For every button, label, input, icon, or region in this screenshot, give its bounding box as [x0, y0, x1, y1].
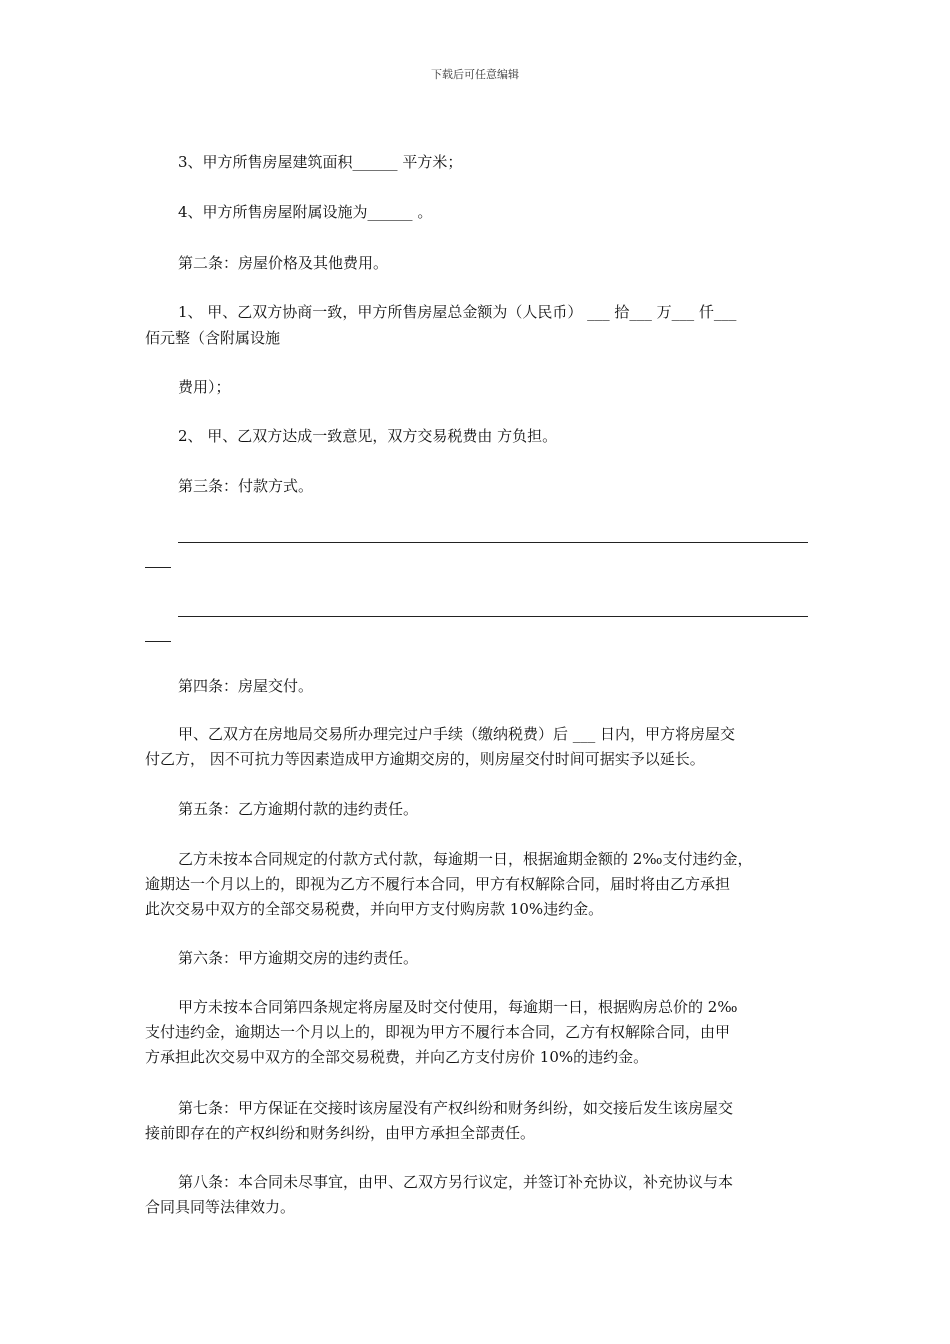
article-5-heading: 第五条：乙方逾期付款的违约责任。 [178, 800, 419, 818]
payment-blank-line-2 [178, 616, 808, 617]
page-header: 下载后可任意编辑 [431, 68, 519, 81]
article-2-item-1-cont: 佰元整（含附属设施 [145, 329, 281, 347]
article-7-body-2: 接前即存在的产权纠纷和财务纠纷，由甲方承担全部责任。 [145, 1124, 536, 1142]
article-5-body-3: 此次交易中双方的全部交易税费，并向甲方支付购房款 10%违约金。 [145, 900, 604, 918]
article-8-body-2: 合同具同等法律效力。 [145, 1198, 296, 1216]
article-2-item-1: 1、 甲、乙双方协商一致，甲方所售房屋总金额为（人民币） ___ 拾___ 万___ 仟___ [178, 303, 737, 321]
article-4-body-1: 甲、乙双方在房地局交易所办理完过户手续（缴纳税费）后 ___ 日内，甲方将房屋交 [178, 725, 736, 743]
payment-blank-line-1 [178, 542, 808, 543]
article-5-body-2: 逾期达一个月以上的，即视为乙方不履行本合同，甲方有权解除合同，届时将由乙方承担 [145, 875, 731, 893]
article-6-body-2: 支付违约金，逾期达一个月以上的，即视为甲方不履行本合同，乙方有权解除合同，由甲 [145, 1023, 731, 1041]
article-2-item-1-cont2: 费用）； [178, 378, 231, 396]
article-8-body-1: 第八条：本合同未尽事宜，由甲、乙双方另行议定，并签订补充协议，补充协议与本 [178, 1173, 734, 1191]
article-7-body-1: 第七条：甲方保证在交接时该房屋没有产权纠纷和财务纠纷，如交接后发生该房屋交 [178, 1099, 734, 1117]
payment-blank-line-2-tail [145, 641, 171, 642]
clause-4-facilities: 4、甲方所售房屋附属设施为______ 。 [178, 203, 433, 221]
article-3-heading: 第三条：付款方式。 [178, 477, 314, 495]
article-6-body-1: 甲方未按本合同第四条规定将房屋及时交付使用，每逾期一日，根据购房总价的 2‰ [178, 998, 738, 1016]
article-6-heading: 第六条：甲方逾期交房的违约责任。 [178, 949, 419, 967]
article-2-item-2: 2、 甲、乙双方达成一致意见，双方交易税费由 方负担。 [178, 427, 558, 445]
payment-blank-line-1-tail [145, 567, 171, 568]
article-5-body-1: 乙方未按本合同规定的付款方式付款，每逾期一日，根据逾期金额的 2‰支付违约金， [178, 850, 753, 868]
clause-3-area: 3、甲方所售房屋建筑面积______ 平方米； [178, 153, 463, 171]
article-6-body-3: 方承担此次交易中双方的全部交易税费，并向乙方支付房价 10%的违约金。 [145, 1048, 649, 1066]
article-4-body-2: 付乙方， 因不可抗力等因素造成甲方逾期交房的，则房屋交付时间可据实予以延长。 [145, 750, 705, 768]
article-4-heading: 第四条：房屋交付。 [178, 677, 314, 695]
article-2-heading: 第二条：房屋价格及其他费用。 [178, 254, 389, 272]
